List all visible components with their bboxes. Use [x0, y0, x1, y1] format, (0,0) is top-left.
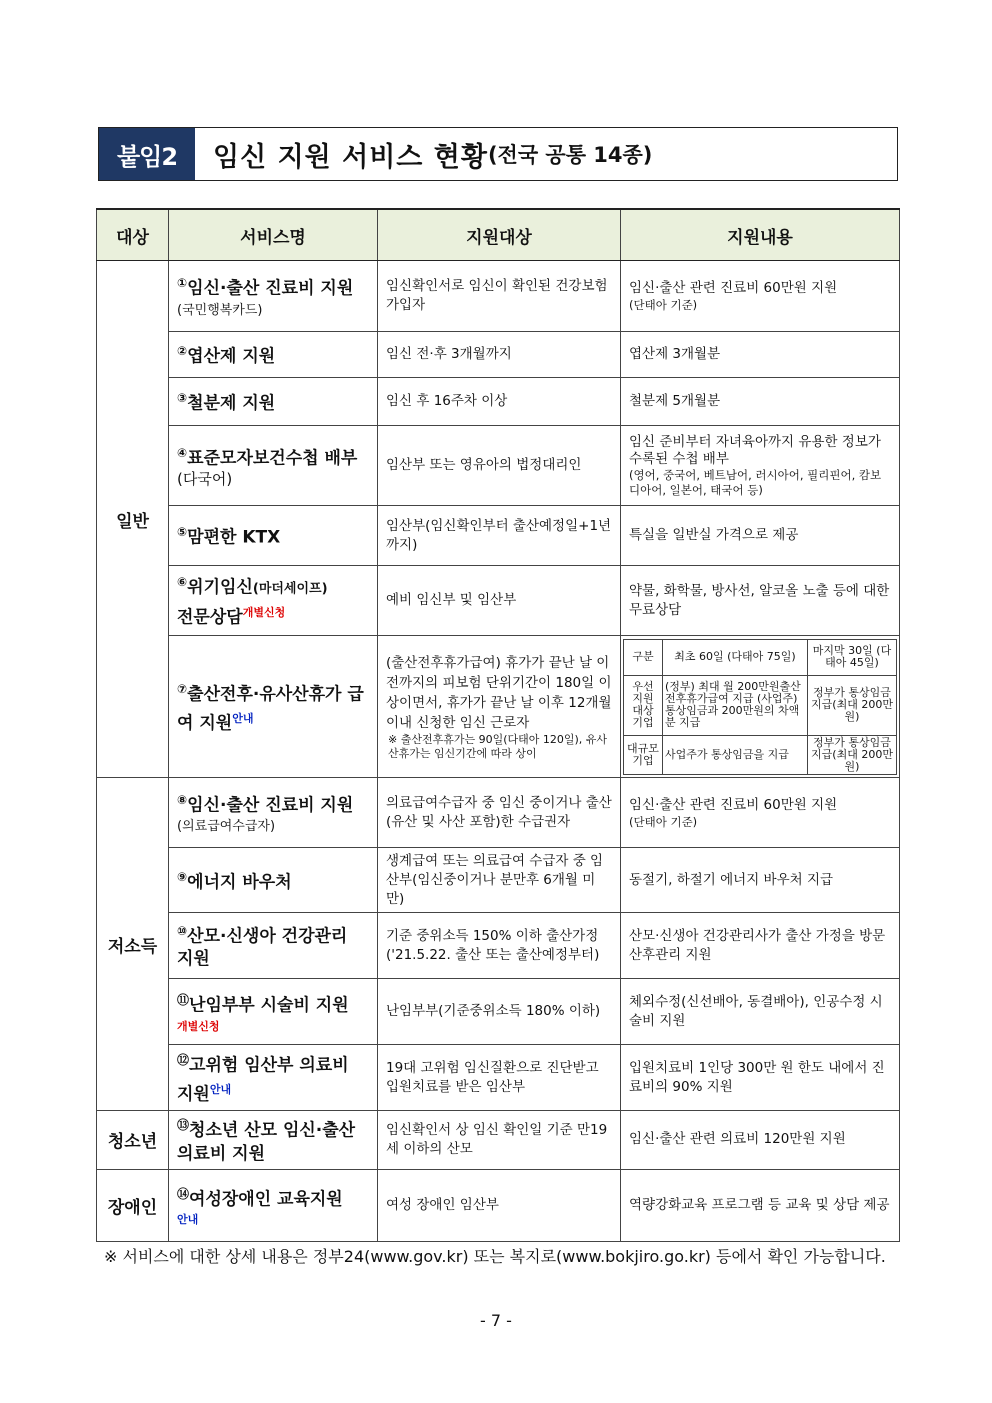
eligibility-note: ※ 출산전후휴가는 90일(다태아 120일), 유사산휴가는 임신기간에 따라 상이 [388, 732, 608, 760]
support-content-sub: (단태아 기준) [629, 814, 698, 829]
eligibility: 임산부 또는 영유아의 법정대리인 [378, 426, 621, 506]
leave-benefit-subtable [623, 639, 897, 775]
sub-large-first: 사업주가 통상임금을 지급 [663, 735, 808, 774]
table-row [97, 566, 900, 636]
service-table [96, 208, 900, 1242]
category-disabled: 장애인 [97, 1169, 169, 1241]
title-main: 임신 지원 서비스 현황 [213, 141, 488, 173]
table-row [97, 979, 900, 1045]
service-sub: (국민행복카드) [177, 302, 263, 318]
eligibility: 19대 고위험 임신질환으로 진단받고 입원치료를 받은 임산부 [378, 1045, 621, 1111]
support-content-sub: (영어, 중국어, 베트남어, 러시아어, 필리핀어, 캄보디아어, 일본어, 태국어 등) [629, 467, 882, 497]
info-tag: 안내 [232, 711, 254, 725]
eligibility: 의료급여수급자 중 임신 중이거나 출산(유산 및 사산 포함)한 수급권자 [378, 778, 621, 848]
attachment-label: 붙임2 [99, 128, 195, 180]
service-name: 여성장애인 교육지원 [189, 1189, 343, 1210]
header-service-name: 서비스명 [169, 209, 378, 261]
table-row [97, 332, 900, 378]
row-number: ⑭ [177, 1186, 190, 1201]
sub-priority-last: 정부가 통상임금 지급(최대 200만원) [808, 675, 897, 735]
row-number: ⑩ [177, 923, 188, 938]
table-row [97, 848, 900, 913]
support-content: 역량강화교육 프로그램 등 교육 및 상담 제공 [621, 1169, 900, 1241]
eligibility: 임신확인서 상 임신 확인일 기준 만19세 이하의 산모 [378, 1111, 621, 1170]
row-number: ⑤ [177, 525, 188, 540]
row-number: ⑨ [177, 869, 188, 884]
row-number: ③ [177, 391, 188, 406]
table-row [97, 261, 900, 332]
eligibility: 난임부부(기준중위소득 180% 이하) [378, 979, 621, 1045]
support-content: 엽산제 3개월분 [621, 332, 900, 378]
eligibility: 임신확인서로 임신이 확인된 건강보험가입자 [378, 261, 621, 332]
service-sub: (의료급여수급자) [177, 819, 276, 835]
row-number: ⑦ [177, 681, 188, 696]
support-content: 동절기, 하절기 에너지 바우처 지급 [621, 848, 900, 913]
support-content: 산모·신생아 건강관리사가 출산 가정을 방문 산후관리 지원 [621, 913, 900, 979]
row-number: ① [177, 276, 188, 291]
eligibility: 여성 장애인 임산부 [378, 1169, 621, 1241]
row-number: ⑥ [177, 575, 188, 590]
sub-priority-first: (정부) 최대 월 200만원출산전후휴가급여 지급 (사업주) 통상임금과 200만원의 차액분 지급 [663, 675, 808, 735]
eligibility: 예비 임신부 및 임산부 [378, 566, 621, 636]
support-content: 체외수정(신선배아, 동결배아), 인공수정 시술비 지원 [621, 979, 900, 1045]
category-youth: 청소년 [97, 1111, 169, 1170]
sub-header-last: 마지막 30일 (다태아 45일) [808, 639, 897, 675]
service-name: 출산전후·유사산휴가 급여 지원 [177, 684, 364, 734]
table-row [97, 1111, 900, 1170]
support-content: 임신·출산 관련 진료비 60만원 지원 [629, 796, 838, 813]
row-number: ⑫ [177, 1052, 190, 1067]
header-eligibility: 지원대상 [378, 209, 621, 261]
table-row [97, 636, 900, 778]
sub-large-firm: 대규모 기업 [624, 735, 663, 774]
table-row [97, 1045, 900, 1111]
individual-apply-tag: 개별신청 [177, 1019, 220, 1033]
page-number: - 7 - [480, 1311, 512, 1330]
service-name-small: (마더세이프) [252, 582, 328, 597]
table-row [97, 506, 900, 566]
row-number: ② [177, 344, 188, 359]
sub-large-last: 정부가 통상임금 지급(최대 200만원) [808, 735, 897, 774]
service-name: 산모·신생아 건강관리 지원 [177, 926, 348, 970]
sub-header-first: 최초 60일 (다태아 75일) [663, 639, 808, 675]
support-content: 임신·출산 관련 진료비 60만원 지원 [629, 280, 838, 296]
info-tag: 안내 [177, 1213, 199, 1227]
service-name: 임신·출산 진료비 지원 [187, 278, 354, 299]
service-name: 엽산제 지원 [187, 346, 276, 367]
service-name-line2: 전문상담 [177, 607, 243, 628]
table-row [97, 426, 900, 506]
service-name: 철분제 지원 [187, 393, 276, 414]
service-name: 위기임신 [187, 578, 253, 598]
title-box [98, 127, 898, 181]
eligibility: (출산전후휴가급여) 휴가가 끝난 날 이전까지의 피보험 단위기간이 180일 이상이면서, 휴가가 끝난 날 이후 12개월 이내 신청한 임신 근로자 [386, 654, 612, 731]
eligibility: 임신 전·후 3개월까지 [378, 332, 621, 378]
support-content: 임신·출산 관련 의료비 120만원 지원 [621, 1111, 900, 1170]
service-name: 청소년 산모 임신·출산 의료비 지원 [177, 1120, 356, 1164]
service-name: 고위험 임산부 의료비 지원 [177, 1055, 349, 1105]
row-number: ⑪ [177, 993, 190, 1008]
table-row [97, 1169, 900, 1241]
header-target-group: 대상 [97, 209, 169, 261]
table-row [97, 778, 900, 848]
service-name: 에너지 바우처 [187, 872, 292, 893]
sub-header-category: 구분 [624, 639, 663, 675]
service-sub: (다국어) [177, 470, 233, 489]
service-name: 난임부부 시술비 지원 [189, 995, 349, 1016]
individual-apply-tag: 개별신청 [242, 606, 286, 619]
title-sub: (전국 공통 14종) [487, 143, 653, 167]
header-support-content: 지원내용 [621, 209, 900, 261]
row-number: ⑧ [177, 792, 188, 807]
table-row [97, 378, 900, 426]
support-content: 약물, 화학물, 방사선, 알코올 노출 등에 대한 무료상담 [621, 566, 900, 636]
page-title [195, 128, 897, 180]
support-content: 입원치료비 1인당 300만 원 한도 내에서 진료비의 90% 지원 [621, 1045, 900, 1111]
footnote: ※ 서비스에 대한 상세 내용은 정부24(www.gov.kr) 또는 복지로(www.bokjiro.go.kr) 등에서 확인 가능합니다. [104, 1247, 886, 1266]
eligibility: 임신 후 16주차 이상 [378, 378, 621, 426]
service-name: 표준모자보건수첩 배부 [187, 448, 358, 469]
eligibility: 기준 중위소득 150% 이하 출산가정 ('21.5.22. 출산 또는 출산예정부터) [378, 913, 621, 979]
row-number: ⑬ [177, 1118, 190, 1132]
support-content: 임신 준비부터 자녀육아까지 유용한 정보가 수록된 수첩 배부 [629, 433, 881, 467]
info-tag: 안내 [209, 1082, 232, 1096]
table-row [97, 913, 900, 979]
sub-priority-firm: 우선 지원 대상 기업 [624, 675, 663, 735]
support-content-sub: (단태아 기준) [629, 298, 698, 312]
category-general: 일반 [97, 261, 169, 778]
support-content: 철분제 5개월분 [621, 378, 900, 426]
eligibility: 임산부(임신확인부터 출산예정일+1년까지) [378, 506, 621, 566]
category-low-income: 저소득 [97, 778, 169, 1111]
support-content: 특실을 일반실 가격으로 제공 [621, 506, 900, 566]
row-number: ④ [177, 445, 188, 460]
eligibility: 생계급여 또는 의료급여 수급자 중 임산부(임신중이거나 분만후 6개월 미만) [378, 848, 621, 913]
service-name: 임신·출산 진료비 지원 [187, 795, 354, 816]
service-name: 맘편한 KTX [187, 527, 281, 548]
